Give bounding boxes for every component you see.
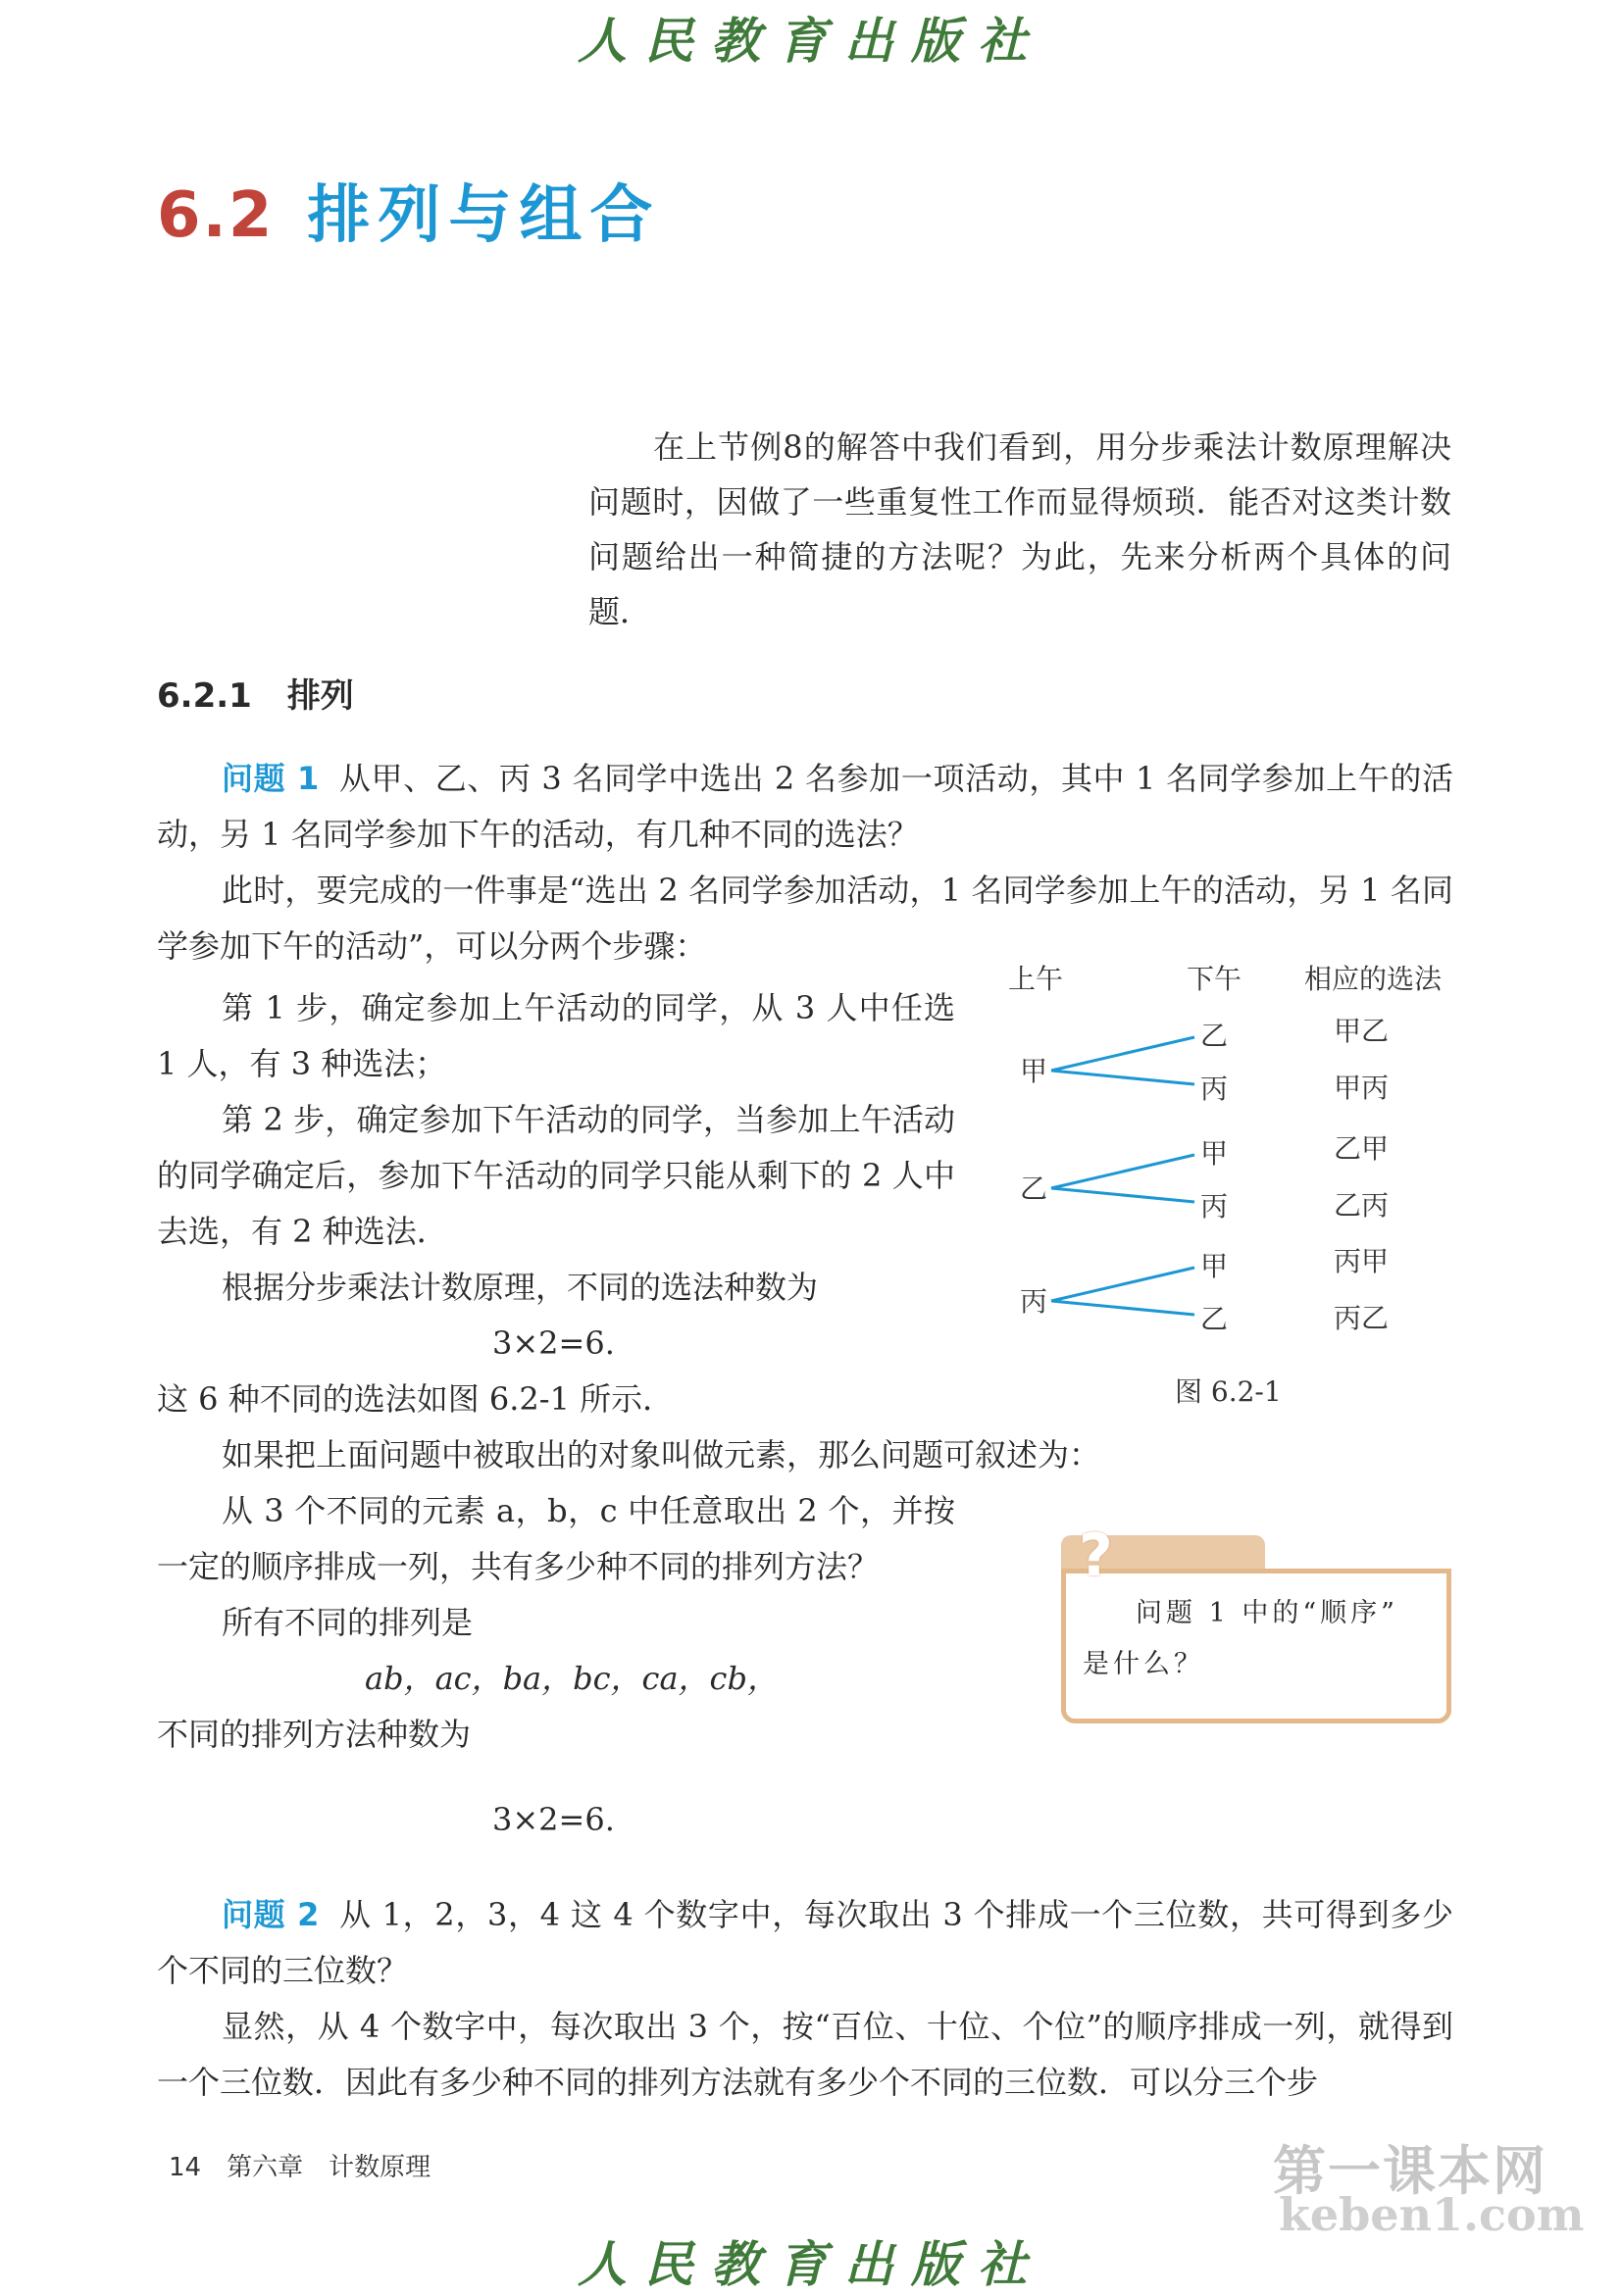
tree-branch-node: 丙	[1200, 1073, 1229, 1105]
page-footer	[169, 2147, 456, 2183]
footer-chapter-title: 计数原理	[329, 2153, 431, 2182]
paragraph: 这 6 种不同的选法如图 6.2-1 所示．	[157, 1380, 675, 1418]
question-box-text: 问题 1 中的“顺序” 是什么？	[1083, 1598, 1398, 1679]
paragraph: 根据分步乘法计数原理，不同的选法种数为	[222, 1269, 819, 1306]
tree-diagram	[981, 959, 1471, 1410]
question-mark-icon: ?	[1079, 1522, 1113, 1590]
title-number: 6.2	[157, 179, 275, 252]
watermark-url: keben1.com	[1279, 2188, 1585, 2241]
paragraph: 此时，要完成的一件事是“选出 2 名同学参加活动，1 名同学参加上午的活动，另 1 名同学参加下午的活动”，可以分两个步骤：	[157, 872, 1453, 965]
tree-header-morning: 上午	[1008, 963, 1064, 995]
problem-1-block	[157, 751, 1453, 974]
tree-branch-line	[1051, 1071, 1194, 1084]
watermark-text: 第一课本网	[1273, 2140, 1547, 2202]
section-title: 排列	[286, 676, 354, 716]
problem-2-text: 从 1，2，3，4 这 4 个数字中，每次取出 3 个排成一个三位数，共可得到多少个不同的三位数？	[157, 1896, 1453, 1989]
tree-branch-node: 甲	[1200, 1250, 1229, 1282]
step-2: 第 2 步，确定参加下午活动的同学，当参加上午活动的同学确定后，参加下午活动的同学只能从剩下的 2 人中去选，有 2 种选法．	[157, 1101, 955, 1250]
paragraph: 显然，从 4 个数字中，每次取出 3 个，按“百位、十位、个位”的顺序排成一列，就得到一个三位数．因此有多少种不同的排列方法就有多少个不同的三位数．可以分三个步	[157, 2008, 1453, 2101]
tree-result-label: 丙甲	[1334, 1245, 1390, 1277]
tree-result-label: 丙乙	[1334, 1302, 1390, 1334]
paragraph: 不同的排列方法种数为	[157, 1716, 472, 1753]
tree-result-label: 乙丙	[1334, 1189, 1390, 1222]
tree-result-label: 乙甲	[1334, 1132, 1390, 1165]
tree-root-node: 丙	[1020, 1285, 1048, 1318]
problem-2-label: 问题 2	[222, 1896, 320, 1933]
page-title	[157, 165, 660, 255]
abstract-problem-block	[157, 1483, 955, 1848]
tree-branch-line	[1051, 1188, 1194, 1202]
tree-branch-line	[1051, 1037, 1194, 1071]
section-heading	[157, 669, 354, 717]
tree-branch-line	[1051, 1155, 1194, 1188]
formula: 3×2=6.	[492, 1324, 615, 1362]
footer-chapter: 第六章	[227, 2153, 304, 2182]
step-1: 第 1 步，确定参加上午活动的同学，从 3 人中任选 1 人，有 3 种选法；	[157, 989, 955, 1082]
tree-root-node: 乙	[1020, 1173, 1048, 1205]
problem-2-block	[157, 1887, 1453, 2111]
permutations-list: ab，ac，ba，bc，ca，cb，	[365, 1660, 779, 1697]
problem-1-label: 问题 1	[222, 760, 320, 797]
section-number: 6.2.1	[157, 676, 252, 716]
tree-result-label: 甲乙	[1334, 1015, 1390, 1047]
tree-result-label: 甲丙	[1334, 1072, 1390, 1104]
title-text: 排列与组合	[307, 179, 661, 252]
tree-branch-node: 乙	[1200, 1020, 1229, 1052]
publisher-footer: 人民教育出版社	[578, 2235, 1044, 2293]
paragraph: 所有不同的排列是	[222, 1604, 474, 1641]
paragraph: 从 3 个不同的元素 a，b，c 中任意取出 2 个，并按一定的顺序排成一列，共有多少种不同的排列方法？	[157, 1492, 955, 1585]
paragraph: 如果把上面问题中被取出的对象叫做元素，那么问题可叙述为：	[222, 1436, 1101, 1473]
page-number: 14	[169, 2153, 202, 2182]
intro-paragraph: 在上节例8的解答中我们看到，用分步乘法计数原理解决问题时，因做了一些重复性工作而显得烦琐．能否对这类计数问题给出一种简捷的方法呢？为此，先来分析两个具体的问题．	[588, 428, 1451, 630]
tree-branch-node: 乙	[1200, 1303, 1229, 1335]
figure-caption: 图 6.2-1	[1175, 1375, 1282, 1408]
problem-1-text: 从甲、乙、丙 3 名同学中选出 2 名参加一项活动，其中 1 名同学参加上午的活动，另 1 名同学参加下午的活动，有几种不同的选法？	[157, 760, 1453, 853]
tree-header-result: 相应的选法	[1304, 963, 1443, 995]
tree-root-node: 甲	[1020, 1055, 1048, 1087]
steps-block	[157, 980, 955, 1372]
publisher-header: 人民教育出版社	[578, 12, 1044, 70]
tree-branch-node: 甲	[1200, 1137, 1229, 1170]
tree-header-afternoon: 下午	[1187, 963, 1242, 995]
formula: 3×2=6.	[492, 1801, 615, 1838]
tree-branch-line	[1051, 1268, 1194, 1301]
tree-branch-line	[1051, 1301, 1194, 1315]
tree-branch-node: 丙	[1200, 1190, 1229, 1223]
